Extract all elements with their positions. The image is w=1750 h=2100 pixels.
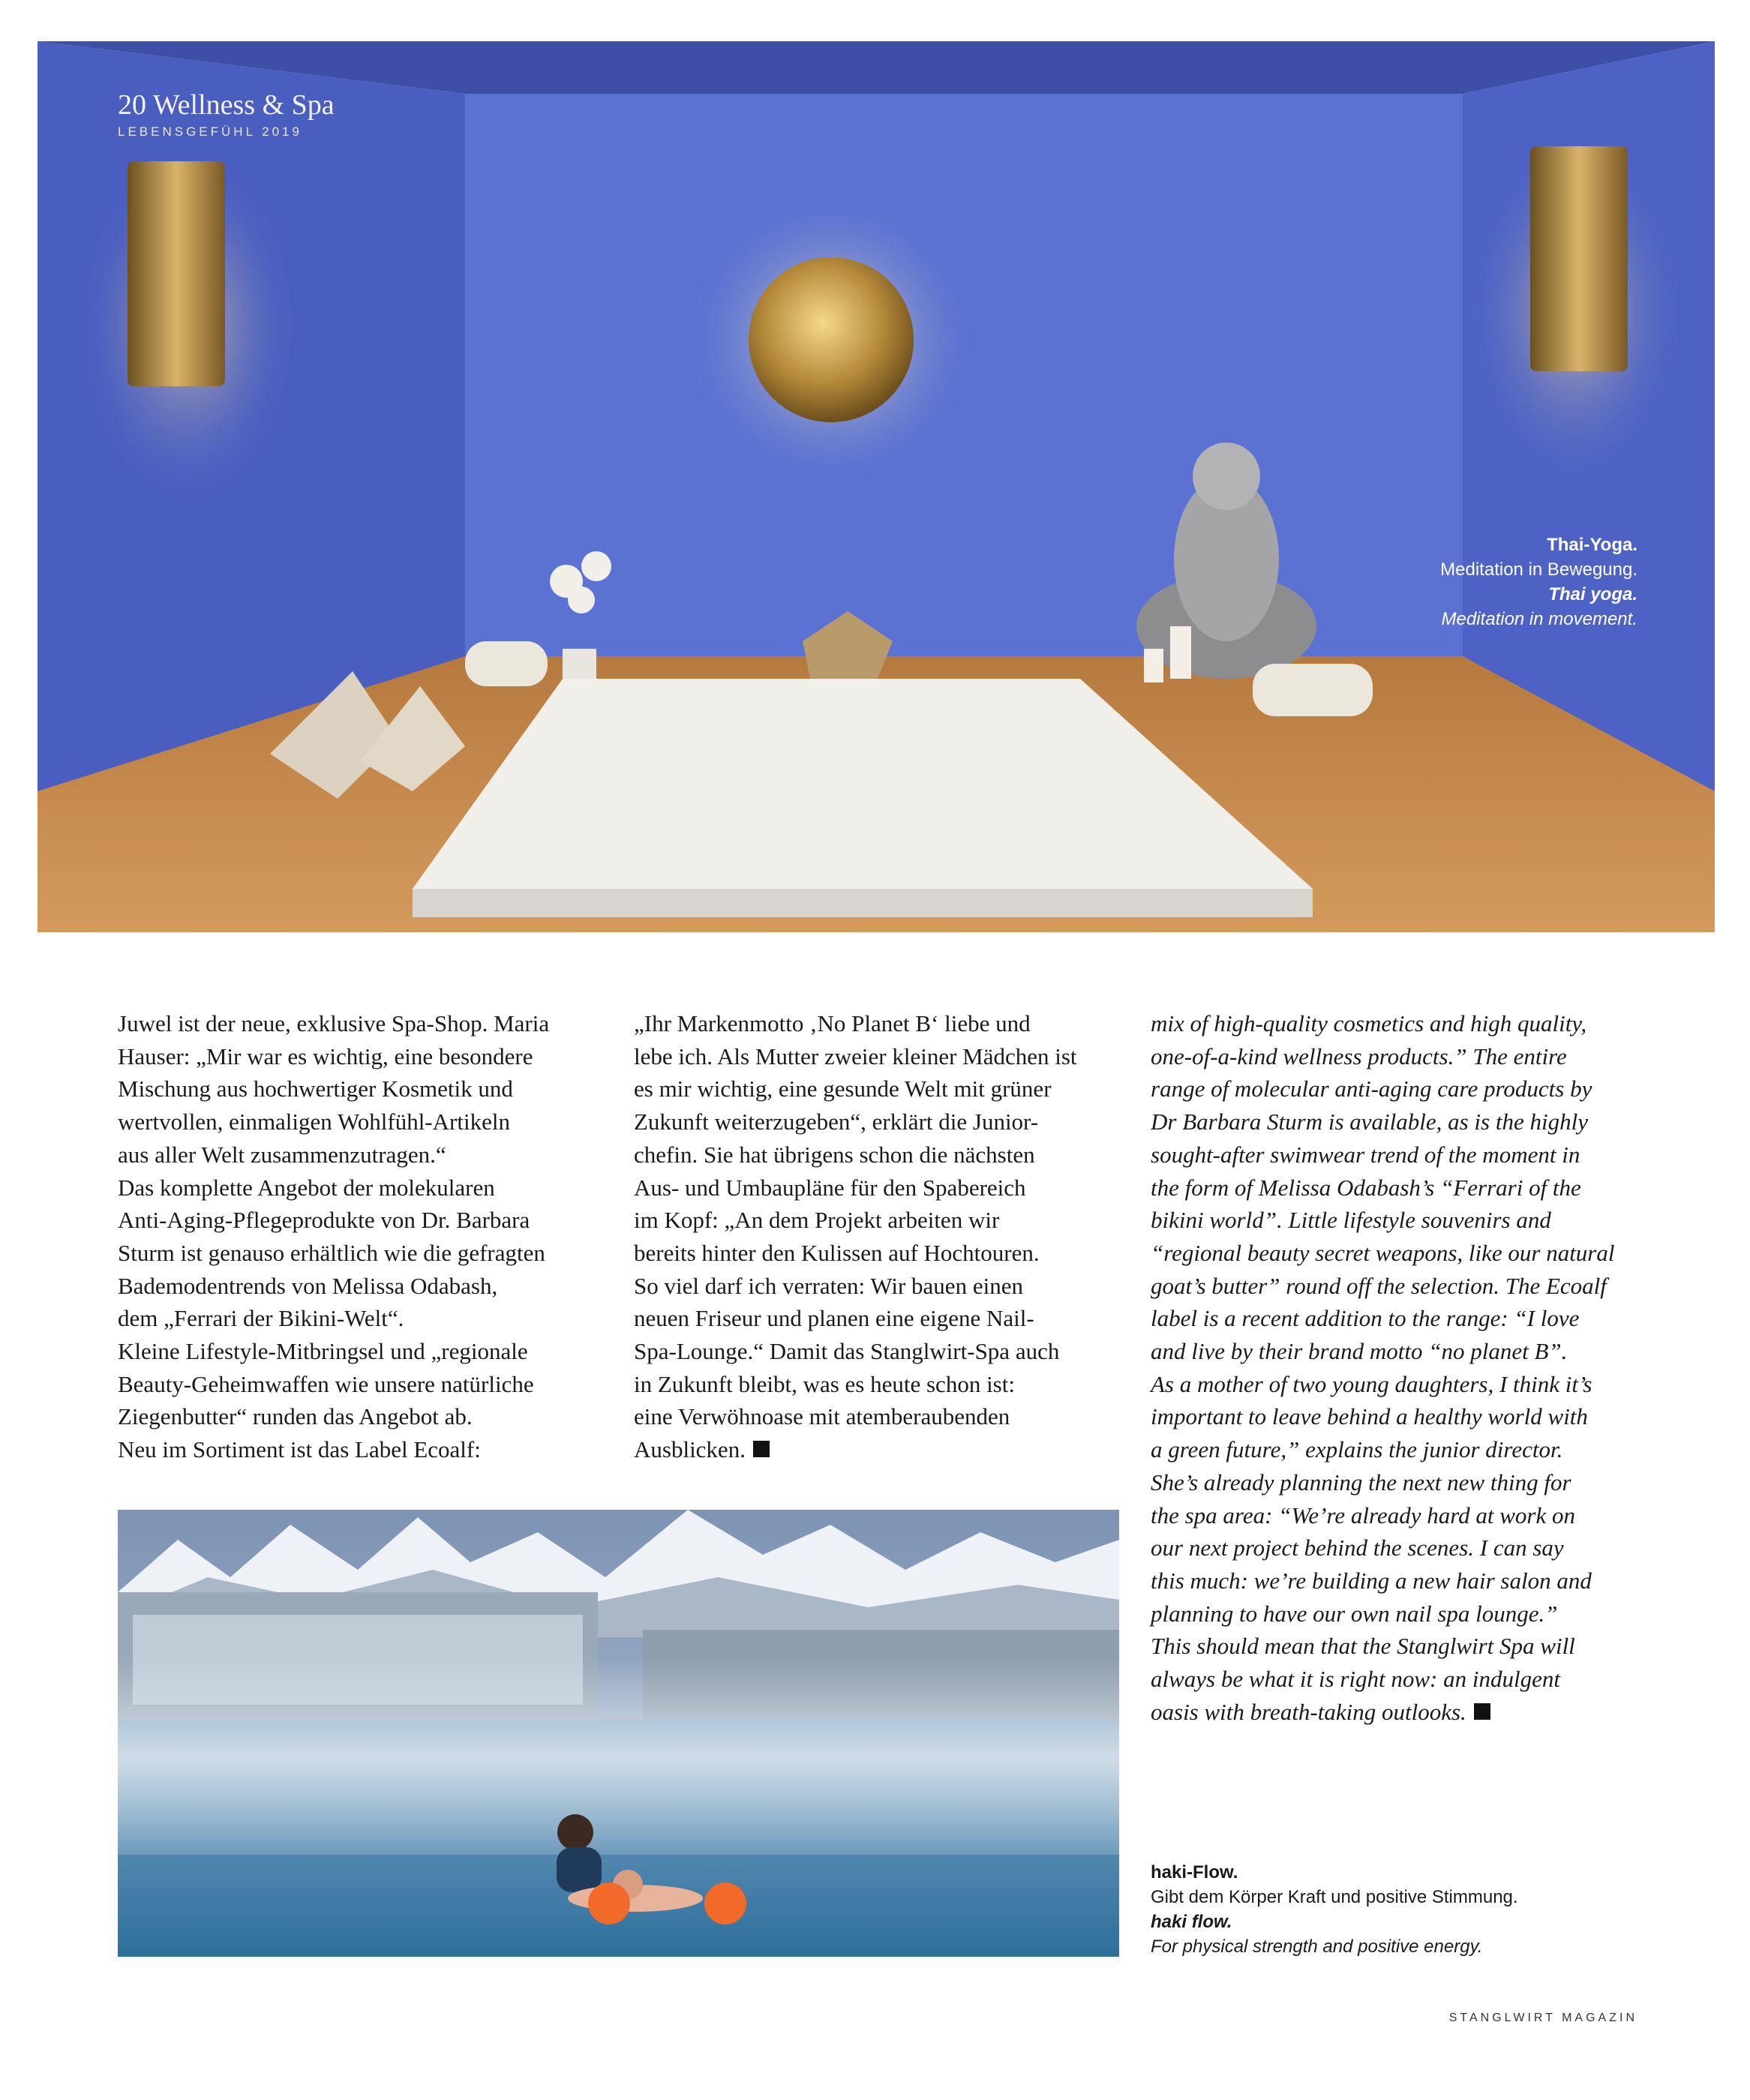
hero-caption (1440, 532, 1637, 632)
hero-caption-text-en: Meditation in movement. (1441, 609, 1637, 629)
hero-caption-title-en: Thai yoga. (1548, 584, 1637, 604)
text-line: wertvollen, einmaligen Wohlfühl-Artikeln (118, 1108, 510, 1136)
section-subtitle: LEBENSGEFÜHL 2019 (118, 124, 302, 139)
article-column-1 (118, 1007, 598, 1466)
text-line: So viel darf ich verraten: Wir bauen einen (634, 1272, 1023, 1299)
text-line: Hauser: „Mir war es wichtig, eine besondere (118, 1042, 533, 1070)
hero-caption-title-de: Thai-Yoga. (1547, 535, 1637, 555)
text-line: label is a recent addition to the range: “I love (1151, 1305, 1580, 1332)
text-line: always be what it is right now: an indulgent (1151, 1666, 1560, 1693)
pool-caption-title-de: haki-Flow. (1151, 1862, 1238, 1882)
text-line: „Ihr Markenmotto ‚No Planet B‘ liebe und (634, 1010, 1031, 1036)
hero-caption-text-de: Meditation in Bewegung. (1440, 560, 1637, 580)
text-line: es mir wichtig, eine gesunde Welt mit grüner (634, 1076, 1052, 1102)
end-mark-icon (1474, 1703, 1490, 1720)
footer-magazine-name: STANGLWIRT MAGAZIN (1448, 2012, 1637, 2024)
text-line: She’s already planning the next new thing for (1151, 1468, 1571, 1496)
section-title: Wellness & Spa (152, 89, 335, 121)
pool-caption-text-de: Gibt dem Körper Kraft und positive Stimmung. (1151, 1887, 1518, 1907)
text-line: “regional beauty secret weapons, like our natural (1151, 1239, 1615, 1266)
text-line: important to leave behind a healthy world with (1151, 1403, 1588, 1430)
text-line: Bademodentrends von Melissa Odabash, (118, 1272, 498, 1299)
text-line: the spa area: “We’re already hard at work on (1151, 1502, 1575, 1528)
text-line: aus aller Welt zusammenzutragen.“ (118, 1141, 446, 1168)
text-line: eine Verwöhnoase mit atemberaubenden (634, 1403, 1010, 1430)
article-column-2 (634, 1007, 1129, 1466)
text-line: Anti-Aging-Pflegeprodukte von Dr. Barbara (118, 1207, 530, 1234)
text-line: bereits hinter den Kulissen auf Hochtouren. (634, 1239, 1040, 1266)
text-line: mix of high-quality cosmetics and high quality, (1151, 1010, 1587, 1036)
text-line: chefin. Sie hat übrigens schon die nächsten (634, 1141, 1035, 1168)
text-line: im Kopf: „An dem Projekt arbeiten wir (634, 1207, 1000, 1234)
text-line: Juwel ist der neue, exklusive Spa-Shop. Maria (118, 1010, 550, 1036)
page-header (118, 88, 335, 140)
hero-photo-thai-yoga-room (38, 41, 1715, 932)
text-line: Kleine Lifestyle-Mitbringsel und „regionale (118, 1338, 528, 1365)
text-line: bikini world”. Little lifestyle souvenirs and (1151, 1207, 1551, 1234)
text-line: Ziegenbutter“ runden das Angebot ab. (118, 1403, 473, 1430)
text-line: Mischung aus hochwertiger Kosmetik und (118, 1076, 513, 1102)
pool-caption (1151, 1860, 1518, 1959)
text-line: dem „Ferrari der Bikini-Welt“. (118, 1305, 404, 1332)
text-line: As a mother of two young daughters, I think it’s (1151, 1370, 1592, 1397)
text-line: Beauty-Geheimwaffen wie unsere natürliche (118, 1370, 534, 1397)
text-line: Spa-Lounge.“ Damit das Stanglwirt-Spa auch (634, 1338, 1060, 1365)
text-line: Das komplette Angebot der molekularen (118, 1174, 495, 1201)
text-line-last (1151, 1696, 1638, 1729)
text-line: Aus- und Umbaupläne für den Spabereich (634, 1174, 1026, 1201)
text-line: This should mean that the Stanglwirt Spa will (1151, 1633, 1575, 1660)
text-line: and live by their brand motto “no planet B”. (1151, 1338, 1568, 1365)
end-mark-icon (753, 1441, 770, 1457)
text-line: Sturm ist genauso erhältlich wie die gefragten (118, 1239, 545, 1266)
text-line: Dr Barbara Sturm is available, as is the highly (1151, 1108, 1588, 1136)
text-line: lebe ich. Als Mutter zweier kleiner Mädchen ist (634, 1042, 1077, 1070)
text-line: goat’s butter” round off the selection. The Ecoalf (1151, 1272, 1607, 1299)
pool-caption-text-en: For physical strength and positive energy. (1151, 1936, 1483, 1957)
text-line: Zukunft weiterzugeben“, erklärt die Junior- (634, 1108, 1039, 1136)
article-column-3 (1151, 1007, 1638, 1728)
pool-caption-title-en: haki flow. (1151, 1912, 1232, 1932)
text-line: in Zukunft bleibt, was es heute schon ist: (634, 1370, 1015, 1397)
text-line: sought-after swimwear trend of the moment in (1151, 1141, 1580, 1168)
text-line-last-text: oasis with breath-taking outlooks. (1151, 1698, 1466, 1725)
text-line: our next project behind the scenes. I can say (1151, 1534, 1564, 1562)
text-line: neuen Friseur und planen eine eigene Nail- (634, 1305, 1034, 1332)
text-line: this much: we’re building a new hair salon and (1151, 1567, 1592, 1594)
text-line-last (634, 1433, 1129, 1466)
pool-photo-haki-flow (118, 1510, 1119, 1957)
page-number: 20 (118, 89, 146, 121)
text-line: a green future,” explains the junior director. (1151, 1436, 1563, 1463)
text-line-last-text: Ausblicken. (634, 1436, 746, 1463)
text-line: one-of-a-kind wellness products.” The entire (1151, 1042, 1567, 1070)
text-line: Neu im Sortiment ist das Label Ecoalf: (118, 1436, 481, 1463)
text-line: planning to have our own nail spa lounge.” (1151, 1600, 1558, 1627)
text-line: the form of Melissa Odabash’s “Ferrari of the (1151, 1174, 1581, 1201)
text-line: range of molecular anti-aging care products by (1151, 1076, 1592, 1102)
